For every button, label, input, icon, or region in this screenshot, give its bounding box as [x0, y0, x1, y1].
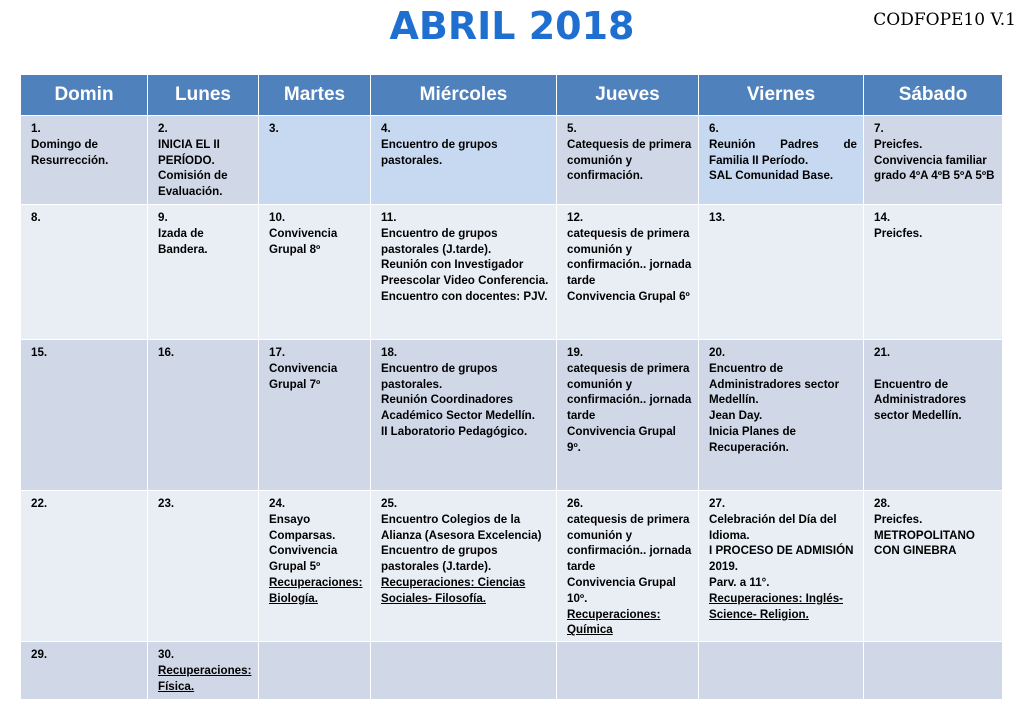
day-cell — [557, 205, 699, 340]
day-cell — [21, 491, 148, 642]
event-text: Domingo de Resurrección. — [31, 137, 109, 167]
event-text: Comisión de Evaluación. — [158, 169, 228, 199]
event-text: Jean Day. — [709, 409, 763, 423]
day-cell — [699, 491, 864, 642]
weekday-header: Jueves — [557, 75, 699, 116]
day-cell — [699, 340, 864, 491]
day-cell — [371, 642, 557, 700]
day-number: 13. — [709, 211, 726, 224]
recovery-note: Recuperaciones: Química — [567, 607, 661, 637]
recovery-note: Recuperaciones: Inglés- Science- Religion. — [709, 591, 844, 621]
day-number: 27. — [709, 497, 726, 510]
day-cell — [259, 340, 371, 491]
event-text: Parv. a 11°. — [709, 575, 770, 589]
event-text: Encuentro de grupos pastorales (J.tarde). — [381, 544, 498, 574]
day-number: 25. — [381, 497, 398, 510]
day-cell — [259, 116, 371, 205]
event-text: Convivencia Grupal 8º — [269, 226, 338, 256]
event-text: Reunión con Investigador Preescolar Video Conferencia. — [381, 258, 549, 288]
day-cell — [699, 205, 864, 340]
document-code: CODFOPE10 V.1 — [873, 10, 1016, 30]
week-row — [21, 116, 1003, 205]
day-cell — [21, 340, 148, 491]
day-cell — [864, 491, 1003, 642]
event-text: catequesis de primera comunión y confirmación.. jornada tarde — [567, 361, 692, 423]
day-number: 14. — [874, 211, 891, 224]
day-number: 17. — [269, 346, 286, 359]
day-cell — [557, 340, 699, 491]
day-cell — [21, 642, 148, 700]
event-text: Convivencia Grupal 9º. — [567, 424, 676, 454]
event-text: catequesis de primera comunión y confirmación.. jornada tarde — [567, 512, 692, 574]
day-number: 7. — [874, 122, 884, 135]
day-number: 30. — [158, 648, 175, 662]
day-cell — [557, 116, 699, 205]
event-text: Reunión Coordinadores Académico Sector Medellín. — [381, 393, 535, 423]
day-cell — [864, 116, 1003, 205]
event-text: Reunión Padres de Familia II Período. — [709, 137, 857, 167]
event-text: Preicfes. — [874, 512, 923, 526]
event-text: Catequesis de primera comunión y confirmación. — [567, 137, 692, 183]
day-number: 1. — [31, 122, 41, 135]
day-number: 9. — [158, 211, 168, 224]
day-number: 8. — [31, 211, 41, 224]
day-cell — [21, 205, 148, 340]
event-text: Encuentro de grupos pastorales (J.tarde). — [381, 226, 498, 256]
week-row — [21, 642, 1003, 700]
day-number: 24. — [269, 497, 286, 510]
event-text: Encuentro de grupos pastorales. — [381, 137, 498, 167]
event-text: Convivencia Grupal 6º — [567, 289, 690, 303]
weekday-header: Viernes — [699, 75, 864, 116]
day-cell — [148, 205, 259, 340]
weekday-header: Miércoles — [371, 75, 557, 116]
day-cell — [148, 340, 259, 491]
day-cell — [259, 642, 371, 700]
day-number: 12. — [567, 211, 584, 224]
recovery-note: Recuperaciones: Biología. — [269, 575, 363, 605]
day-number: 22. — [31, 497, 48, 510]
day-number: 16. — [158, 346, 175, 359]
event-text: Convivencia familiar grado 4ºA 4ºB 5ºA 5ºB — [874, 153, 995, 183]
event-text: I PROCESO DE ADMISIÓN 2019. — [709, 544, 854, 574]
day-cell — [259, 491, 371, 642]
event-text: Convivencia Grupal 7º — [269, 361, 338, 391]
day-number: 3. — [269, 122, 279, 135]
week-row — [21, 205, 1003, 340]
day-number: 2. — [158, 122, 168, 135]
week-row — [21, 340, 1003, 491]
event-text: SAL Comunidad Base. — [709, 169, 834, 183]
day-number: 5. — [567, 122, 577, 135]
event-text: INICIA EL II PERÍODO. — [158, 137, 220, 167]
recovery-note: Recuperaciones: Física. — [158, 663, 252, 693]
day-cell — [557, 642, 699, 700]
weekday-header: Martes — [259, 75, 371, 116]
event-text — [874, 361, 996, 377]
day-cell — [699, 116, 864, 205]
event-text: METROPOLITANO CON GINEBRA — [874, 528, 975, 558]
day-number: 21. — [874, 346, 891, 359]
event-text: Convivencia Grupal 5º — [269, 544, 338, 574]
event-text: catequesis de primera comunión y confirmación.. jornada tarde — [567, 226, 692, 288]
day-number: 23. — [158, 497, 175, 510]
event-text: Celebración del Día del Idioma. — [709, 512, 837, 542]
day-cell — [864, 642, 1003, 700]
day-cell — [371, 205, 557, 340]
day-cell — [557, 491, 699, 642]
weekday-header: Domin — [21, 75, 148, 116]
day-cell — [148, 116, 259, 205]
page-title: ABRIL 2018 — [389, 4, 635, 48]
event-text: Preicfes. — [874, 137, 923, 151]
event-text: II Laboratorio Pedagógico. — [381, 424, 528, 438]
day-cell — [259, 205, 371, 340]
day-number: 15. — [31, 346, 48, 359]
day-number: 4. — [381, 122, 391, 135]
day-cell — [371, 491, 557, 642]
day-number: 10. — [269, 211, 286, 224]
event-text: Encuentro de grupos pastorales. — [381, 361, 498, 391]
event-text: Encuentro de Administradores sector Medellín. — [874, 377, 967, 423]
day-cell — [371, 116, 557, 205]
calendar-table — [20, 74, 1003, 700]
event-text: Encuentro de Administradores sector Medellín. — [709, 361, 840, 407]
event-text: Convivencia Grupal 10º. — [567, 575, 676, 605]
day-cell — [371, 340, 557, 491]
weekday-header: Sábado — [864, 75, 1003, 116]
day-number: 20. — [709, 346, 726, 359]
week-row — [21, 491, 1003, 642]
day-number: 26. — [567, 497, 584, 510]
event-text: Izada de Bandera. — [158, 226, 208, 256]
weekday-header-row — [21, 75, 1003, 116]
day-cell — [148, 491, 259, 642]
event-text: Ensayo Comparsas. — [269, 512, 336, 542]
day-number: 29. — [31, 648, 48, 662]
day-cell — [21, 116, 148, 205]
day-number: 19. — [567, 346, 584, 359]
day-cell — [148, 642, 259, 700]
day-number: 11. — [381, 211, 397, 224]
event-text: Inicia Planes de Recuperación. — [709, 424, 796, 454]
day-number: 18. — [381, 346, 398, 359]
event-text: Encuentro Colegios de la Alianza (Asesora Excelencia) — [381, 512, 542, 542]
day-cell — [699, 642, 864, 700]
event-text: Preicfes. — [874, 226, 923, 240]
weekday-header: Lunes — [148, 75, 259, 116]
event-text: Encuentro con docentes: PJV. — [381, 289, 548, 303]
day-cell — [864, 340, 1003, 491]
day-cell — [864, 205, 1003, 340]
day-number: 6. — [709, 122, 719, 135]
recovery-note: Recuperaciones: Ciencias Sociales- Filosofía. — [381, 575, 526, 605]
day-number: 28. — [874, 497, 891, 510]
